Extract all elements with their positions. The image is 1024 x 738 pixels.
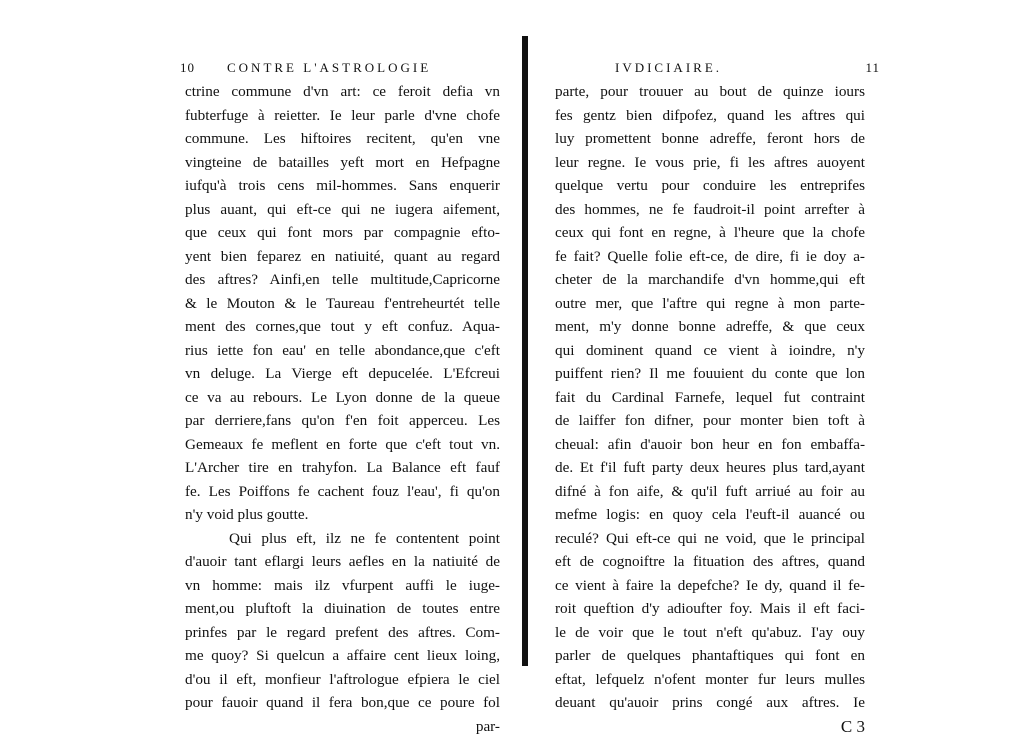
text-line: quelque vertu pour conduire les entreprifes: [555, 174, 865, 198]
text-line: fait du Cardinal Farnefe, lequel fut contraint: [555, 386, 865, 410]
text-line: pour fauoir quand il fera bon,que ce poure fol: [185, 691, 500, 715]
signature-mark: C 3: [555, 715, 865, 738]
text-line: me quoy? Si quelcun a affaire cent lieux loing,: [185, 644, 500, 668]
text-line: parler de quelques phantaftiques qui font en: [555, 644, 865, 668]
text-line: puiffent rien? Il me fouuient du conte que lon: [555, 362, 865, 386]
text-line: de. Et f'il fuft party deux heures plus tard,ayant: [555, 456, 865, 480]
text-line: vn homme: mais ilz vfurpent auffi le iuge-: [185, 574, 500, 598]
text-line: fes gentz bien difpofez, quand les aftres qui: [555, 104, 865, 128]
text-line: L'Archer tire en trahyfon. La Balance eft fauf: [185, 456, 500, 480]
text-line: de laiffer fon difner, pour monter bien toft à: [555, 409, 865, 433]
text-line: des hommes, ne fe faudroit-il point arrefter à: [555, 198, 865, 222]
text-line: ce vient à faire la depefche? Ie dy, quand il fe-: [555, 574, 865, 598]
text-line: fubterfuge à reietter. Ie leur parle d'vne chofe: [185, 104, 500, 128]
text-line: par derriere,fans qu'on f'en foit apperceu. Les: [185, 409, 500, 433]
text-line: ce va au rebours. Le Lyon donne de la queue: [185, 386, 500, 410]
text-line: reculé? Qui eft-ce qui ne void, que le principal: [555, 527, 865, 551]
text-line: cheual: afin d'auoir bon heur en fon embaffa-: [555, 433, 865, 457]
text-line: roit queftion d'y adioufter foy. Mais il eft faci-: [555, 597, 865, 621]
text-line: plus auant, qui eft-ce qui ne iugera aifement,: [185, 198, 500, 222]
text-line: deuant qu'auoir prins congé aux aftres. Ie: [555, 691, 865, 715]
right-page-text: [555, 80, 865, 715]
text-line: leur regne. Ie vous prie, fi les aftres auoyent: [555, 151, 865, 175]
text-line: vingteine de batailles yeft mort en Hefpagne: [185, 151, 500, 175]
text-line: ceux qui font en regne, à l'heure que la chofe: [555, 221, 865, 245]
text-line: iufqu'à trois cens mil-hommes. Sans enquerir: [185, 174, 500, 198]
text-line: ctrine commune d'vn art: ce feroit defia vn: [185, 80, 500, 104]
left-page-header: [185, 58, 500, 80]
text-line: ment, m'y donne bonne adreffe, & que ceux: [555, 315, 865, 339]
text-line: Gemeaux fe meflent en forte que c'eft tout vn.: [185, 433, 500, 457]
text-line: ment,ou pluftoft la diuination de toutes entre: [185, 597, 500, 621]
text-line: n'y void plus goutte.: [185, 503, 500, 527]
text-line: le de voir que le tout n'eft qu'abuz. I'ay ouy: [555, 621, 865, 645]
text-line: qui dominent quand ce vient à ioindre, n'y: [555, 339, 865, 363]
left-page-text: [185, 80, 500, 738]
text-line: yent bien feparez en natiuité, quant au regard: [185, 245, 500, 269]
text-line: commune. Les hiftoires recitent, qu'en vne: [185, 127, 500, 151]
text-line: mefme logis: en quoy cela l'euft-il auancé ou: [555, 503, 865, 527]
text-line: que ceux qui font mors par compagnie efto-: [185, 221, 500, 245]
text-line: & le Mouton & le Taureau f'entreheurtét telle: [185, 292, 500, 316]
right-running-head: IVDICIAIRE.: [615, 60, 722, 76]
text-line: outre mer, que l'aftre qui regne à mon parte-: [555, 292, 865, 316]
text-line: fe. Les Poiffons fe cachent fouz l'eau', fi qu'on: [185, 480, 500, 504]
text-line: des aftres? Ainfi,en telle multitude,Capricorne: [185, 268, 500, 292]
book-spine: [522, 36, 528, 666]
left-page: [185, 58, 500, 658]
text-line: cheter de la marchandife d'vn homme,qui eft: [555, 268, 865, 292]
text-line: ment des cornes,que tout y eft confuz. Aqua-: [185, 315, 500, 339]
text-line: d'ou il eft, monfieur l'aftrologue efpiera le ciel: [185, 668, 500, 692]
text-line: fe fait? Quelle folie eft-ce, de dire, fi ie doy a-: [555, 245, 865, 269]
right-page-header: [555, 58, 865, 80]
left-page-number: 10: [180, 60, 195, 76]
text-line: difné à fon aife, & qu'il fuft arriué au foir au: [555, 480, 865, 504]
right-page-number: 11: [865, 60, 880, 76]
text-line: Qui plus eft, ilz ne fe contentent point: [185, 527, 500, 551]
text-line: parte, pour trouuer au bout de quinze iours: [555, 80, 865, 104]
text-line: vn deluge. La Vierge eft depucelée. L'Efcreui: [185, 362, 500, 386]
text-line: par-: [185, 715, 500, 738]
text-line: d'auoir tant eflargi leurs aefles en la natiuité de: [185, 550, 500, 574]
text-line: luy promettent bonne adreffe, feront hors de: [555, 127, 865, 151]
text-line: eft de cognoiftre la fituation des aftres, quand: [555, 550, 865, 574]
text-line: prinfes par le regard prefent des aftres. Com-: [185, 621, 500, 645]
text-line: rius iette fon eau' en telle abondance,que c'eft: [185, 339, 500, 363]
right-page: [555, 58, 865, 658]
left-running-head: CONTRE L'ASTROLOGIE: [227, 60, 431, 76]
text-line: eftat, lefquelz n'ofent monter fur leurs mulles: [555, 668, 865, 692]
